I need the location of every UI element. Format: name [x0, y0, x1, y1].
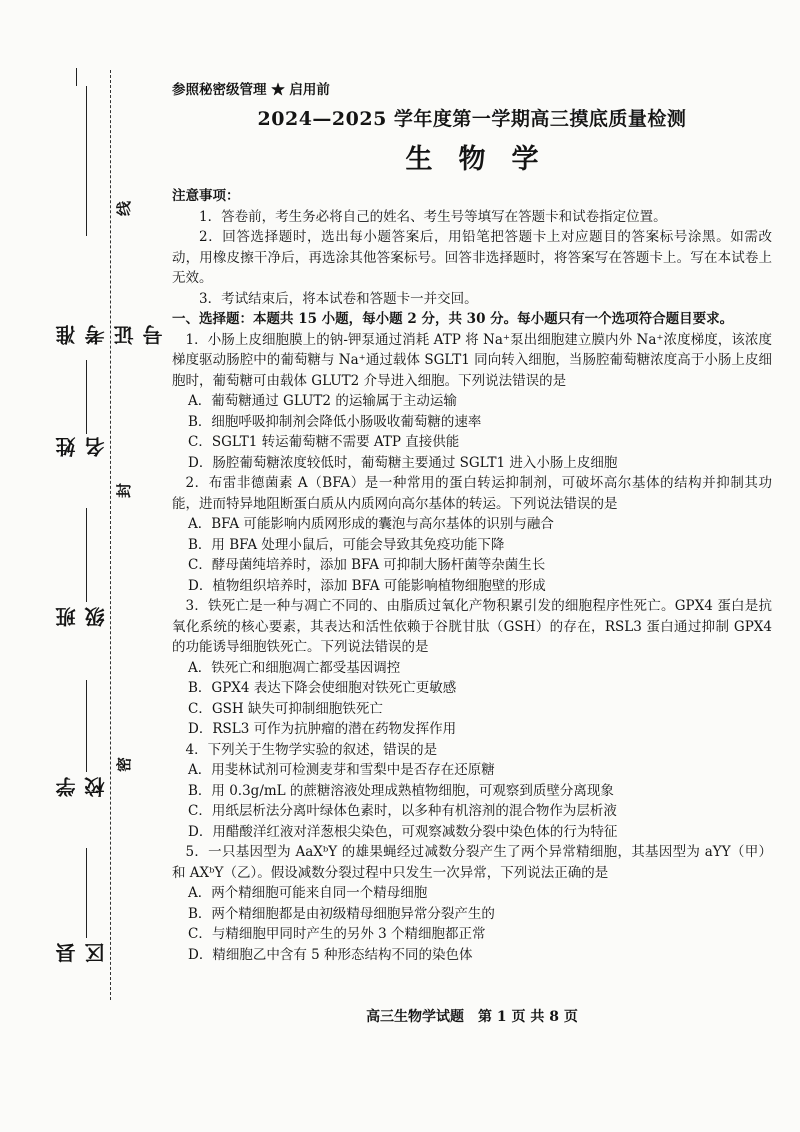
option-a: A．铁死亡和细胞凋亡都受基因调控: [188, 659, 401, 676]
question-2: [172, 473, 772, 596]
option-c: C．酵母菌纯培养时，添加 BFA 可抑制大肠杆菌等杂菌生长: [188, 557, 546, 573]
district-underline: [86, 848, 87, 938]
notice-item: 2．回答选择题时，选出每小题答案后，用铅笔把答题卡上对应题目的答案标号涂黑。如需改动，用橡皮擦干净后，再选涂其他答案标号。回答非选择题时，将答案写在答题卡上。写在本试卷上无效。: [172, 229, 772, 286]
option-a: A．葡萄糖通过 GLUT2 的运输属于主动运输: [188, 393, 457, 409]
question-stem: 5．一只基因型为 AaXᵇY 的雄果蝇经过减数分裂产生了两个异常精细胞，其基因型为 aYY（甲）和 AXᵇY（乙）。假设减数分裂过程中只发生一次异常，下列说法正确的是: [172, 844, 772, 881]
seal-mark-secret: 密: [111, 757, 136, 772]
student-name-label: 姓名: [55, 436, 108, 457]
option-d: D．精细胞乙中含有 5 种形态结构不同的染色体: [188, 946, 473, 963]
class-label: 班级: [55, 606, 108, 627]
option-a: A．用斐林试剂可检测麦芽和雪梨中是否存在还原糖: [188, 762, 495, 778]
option-a: A．两个精细胞可能来自同一个精母细胞: [188, 885, 428, 901]
question-stem: 1．小肠上皮细胞膜上的钠-钾泵通过消耗 ATP 将 Na⁺泵出细胞建立膜内外 Na⁺浓度梯度，该浓度梯度驱动肠腔中的葡萄糖与 Na⁺通过载体 SGLT1 同向转入细胞，当肠腔葡萄糖浓度高于小肠上皮细胞时，葡萄糖可由载体 GLUT2 介导进入细胞。下列说法错误的是: [172, 331, 772, 389]
option-b: B．GPX4 表达下降会使细胞对铁死亡更敏感: [188, 680, 457, 696]
seal-mark-seal: 封: [111, 483, 136, 498]
district-label: 县区: [55, 942, 108, 963]
exam-number-underline: [86, 86, 87, 236]
school-underline: [86, 680, 87, 772]
question-stem: 3．铁死亡是一种与凋亡不同的、由脂质过氧化产物积累引发的细胞程序性死亡。GPX4 蛋白是抗氧化系统的核心要素，其表达和活性依赖于谷胱甘肽（GSH）的存在，RSL3 蛋白通过抑制 GPX4 的功能诱导细胞铁死亡。下列说法错误的是: [172, 598, 772, 655]
seal-mark-line: 线: [111, 201, 136, 216]
class-underline: [86, 508, 87, 602]
notice-item: 1．答卷前，考生务必将自己的姓名、考生号等填写在答题卡和试卷指定位置。: [199, 208, 667, 225]
option-b: B．用 0.3g/mL 的蔗糖溶液处理成熟植物细胞，可观察到质壁分离现象: [188, 782, 614, 799]
exam-title: 2024—2025 学年度第一学期高三摸底质量检测: [257, 108, 687, 130]
notice-item: 3．考试结束后，将本试卷和答题卡一并交回。: [199, 290, 478, 307]
question-1: [172, 330, 772, 474]
question-4: [172, 740, 772, 843]
question-stem: 4．下列关于生物学实验的叙述，错误的是: [185, 741, 438, 758]
option-d: D．肠腔葡萄糖浓度较低时，葡萄糖主要通过 SGLT1 进入小肠上皮细胞: [188, 454, 618, 471]
option-b: B．细胞呼吸抑制剂会降低小肠吸收葡萄糖的速率: [188, 413, 482, 430]
page-footer: 高三生物学试题 第 1 页 共 8 页: [366, 1009, 578, 1025]
exam-number-label: 准考证号: [55, 324, 166, 345]
option-a: A．BFA 可能影响内质网形成的囊泡与高尔基体的识别与融合: [188, 516, 554, 532]
secret-level-label: 参照秘密级管理 ★ 启用前: [172, 82, 330, 98]
binding-strip: [0, 0, 166, 1132]
section-title: 一、选择题：本题共 15 小题，每小题 2 分，共 30 分。每小题只有一个选项符合题目要求。: [172, 311, 734, 327]
subject-title: 生物学: [405, 144, 565, 175]
option-b: B．用 BFA 处理小鼠后，可能会导致其免疫功能下降: [188, 536, 505, 553]
option-d: D．用醋酸洋红液对洋葱根尖染色，可观察减数分裂中染色体的行为特征: [188, 823, 618, 840]
question-stem: 2．布雷非德菌素 A（BFA）是一种常用的蛋白转运抑制剂，可破坏高尔基体的结构并抑制其功能，进而特异地阻断蛋白质从内质网向高尔基体的转运。下列说法错误的是: [172, 475, 772, 512]
notice-title: 注意事项：: [172, 188, 240, 204]
question-3: [172, 596, 772, 740]
exam-paper: [172, 78, 772, 965]
top-rule: [76, 68, 77, 86]
option-c: C．与精细胞甲同时产生的另外 3 个精细胞都正常: [188, 926, 486, 942]
notice-section: [172, 186, 772, 309]
option-d: D．RSL3 可作为抗肿瘤的潜在药物发挥作用: [188, 721, 457, 737]
student-name-underline: [86, 360, 87, 434]
option-c: C．SGLT1 转运葡萄糖不需要 ATP 直接供能: [188, 434, 460, 450]
option-b: B．两个精细胞都是由初级精母细胞异常分裂产生的: [188, 905, 495, 922]
option-c: C．GSH 缺失可抑制细胞铁死亡: [188, 700, 383, 717]
question-5: [172, 842, 772, 965]
option-c: C．用纸层析法分离叶绿体色素时，以多种有机溶剂的混合物作为层析液: [188, 803, 617, 819]
option-d: D．植物组织培养时，添加 BFA 可能影响植物细胞壁的形成: [188, 577, 546, 594]
school-label: 学校: [55, 776, 108, 797]
